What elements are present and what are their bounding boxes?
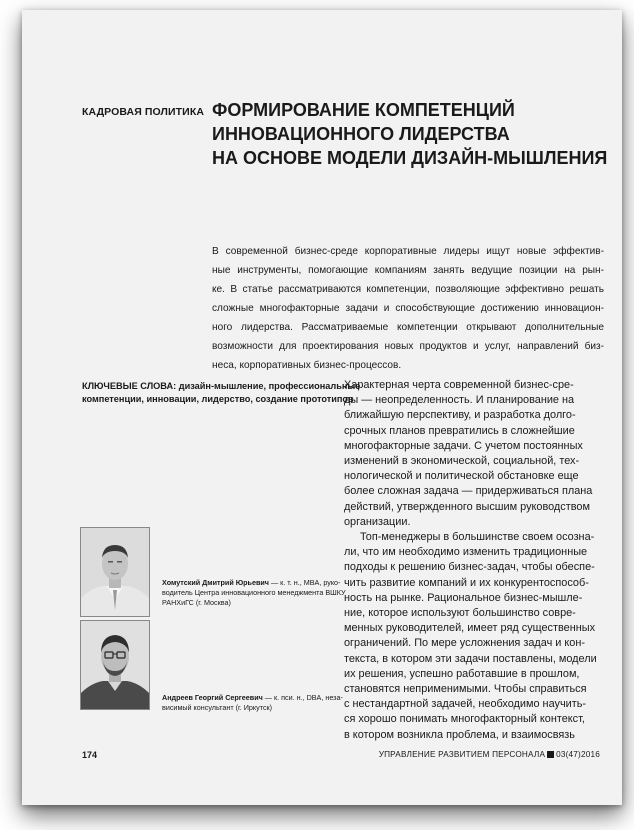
portrait-image [81, 621, 149, 709]
body-line: ность на рынке. Рациональное бизнес-мышле- [344, 591, 583, 604]
body-line: Топ-менеджеры в большинстве своем осозна- [360, 531, 595, 544]
author-credentials: висимый консультант (г. Иркутск) [162, 703, 273, 712]
body-line: действий, утвержденного высшим руководством [344, 500, 590, 513]
journal-issue: 03(47)2016 [556, 750, 600, 759]
title-line: ФОРМИРОВАНИЕ КОМПЕТЕНЦИЙ [212, 100, 515, 120]
keywords-label: КЛЮЧЕВЫЕ СЛОВА: [82, 381, 177, 391]
keywords-text: компетенции, инновации, лидерство, создание прототипов [82, 393, 354, 404]
body-line: ся хорошо понимать многофакторный контекст, [344, 713, 585, 726]
author-credentials: — к. т. н., MBA, руко- [268, 578, 341, 587]
abstract-line: В современной бизнес-среде корпоративные лидеры ищут новые эффектив- [212, 246, 604, 257]
author-photo [80, 620, 150, 710]
abstract-line: ные инструменты, помогающие компаниям занять ведущие позиции на рын- [212, 265, 604, 276]
keywords-text: дизайн-мышление, профессиональные [178, 381, 361, 391]
body-line: их решения, успешно работавшие в прошлом, [344, 667, 580, 680]
body-line: Характерная черта современной бизнес-сре- [344, 379, 574, 391]
article-body [344, 378, 597, 743]
author-credentials: РАНХиГС (г. Москва) [162, 598, 231, 607]
portrait-image [81, 528, 149, 616]
body-line: ние, которое используют большинство совре- [344, 607, 576, 620]
article-title [212, 98, 608, 170]
author-photo [80, 527, 150, 617]
abstract-line: возможности для проектирования новых продуктов и услуг, направлений биз- [212, 341, 604, 352]
magazine-page [22, 10, 622, 805]
body-line: нологической и политической обстановке еще [344, 470, 579, 483]
abstract-line: неса, корпоративных бизнес-процессов. [212, 360, 402, 371]
title-line: НА ОСНОВЕ МОДЕЛИ ДИЗАЙН-МЫШЛЕНИЯ [212, 148, 608, 168]
body-line: с нестандартной задачей, необходимо научить- [344, 698, 587, 711]
author-credentials: водитель Центра инновационного менеджмента ВШКУ [162, 588, 346, 597]
body-line: изменений в экономической, социальной, тех- [344, 455, 580, 468]
body-line: более сложная задача — придерживаться плана [344, 485, 593, 498]
abstract [212, 242, 604, 375]
body-line: становятся неприменимыми. Чтобы справиться [344, 683, 587, 696]
abstract-line: ке. В статье рассматриваются компетенции, позволяющие эффективно решать [212, 284, 604, 295]
body-line: ды — неопределенность. И планирование на [344, 394, 575, 407]
body-line: подходы к решению бизнес-задач, чтобы обеспе- [344, 561, 595, 574]
author-info [162, 693, 342, 713]
abstract-line: сложные многофакторные задачи и способствующие достижению инновацион- [212, 303, 604, 314]
body-line: многофакторные задачи. С учетом постоянных [344, 439, 583, 452]
body-line: текста, в котором эти задачи поставлены, модели [344, 652, 597, 665]
section-label: КАДРОВАЯ ПОЛИТИКА [82, 106, 205, 118]
journal-footer [379, 750, 600, 759]
page-number: 174 [82, 750, 98, 760]
title-line: ИННОВАЦИОННОГО ЛИДЕРСТВА [212, 124, 510, 144]
body-line: чить развитие компаний и их конкурентоспособ- [344, 576, 589, 589]
square-icon [547, 751, 554, 758]
body-line: ограничений. По мере усложнения задач и кон- [344, 637, 585, 650]
author-credentials: — к. пси. н., DBA, неза- [262, 693, 343, 702]
body-line: ближайшую перспективу, и разработка долго- [344, 409, 576, 422]
author-info [162, 578, 346, 608]
author-name: Андреев Георгий Сергеевич [162, 693, 263, 702]
abstract-line: ного лидерства. Рассматриваемые компетенции открывают дополнительные [212, 322, 604, 333]
body-line: срочных планов превратились в сложнейшие [344, 424, 575, 437]
body-line: в котором возникла проблема, и взаимосвязь [344, 728, 575, 741]
body-line: организации. [344, 515, 411, 528]
body-line: менных руководителей, имеет ряд существенных [344, 622, 596, 635]
journal-name: УПРАВЛЕНИЕ РАЗВИТИЕМ ПЕРСОНАЛА [378, 750, 546, 759]
keywords [82, 380, 361, 405]
body-line: ли, что им необходимо изменить традиционные [344, 546, 588, 559]
author-name: Хомутский Дмитрий Юрьевич [162, 578, 269, 587]
